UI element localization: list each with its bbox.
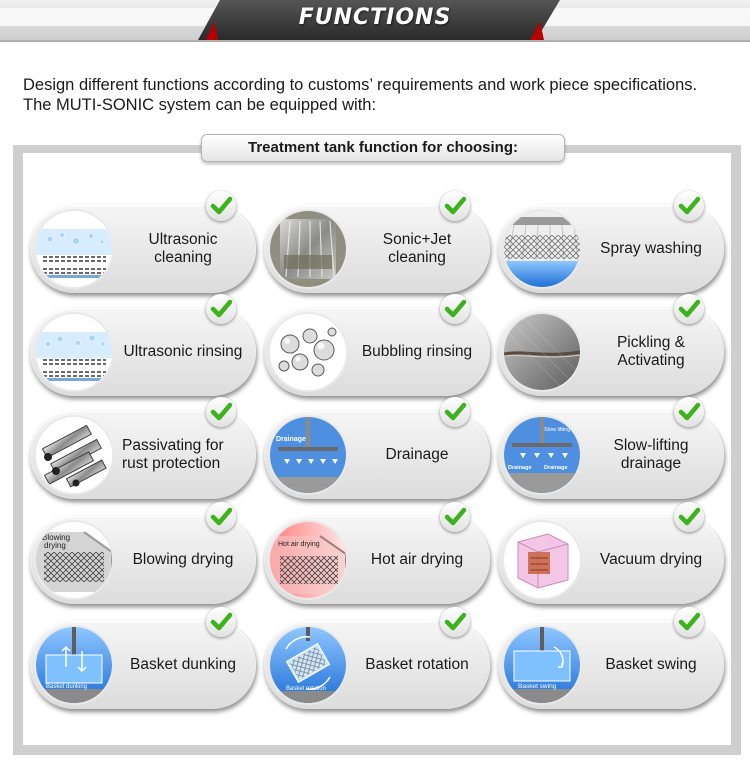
function-label: Basket dunking <box>130 656 236 673</box>
intro-text <box>23 75 733 115</box>
drainage-image <box>270 417 346 493</box>
vacuum-drying-image <box>504 522 580 598</box>
function-label: Slow-lifting drainage <box>613 437 689 472</box>
spray-washing-image <box>504 211 580 287</box>
function-label: Ultrasonic cleaning <box>148 231 218 266</box>
basket-rotation-image-text: Basket rotation <box>286 686 327 692</box>
check-icon <box>674 397 704 427</box>
header-banner <box>0 0 750 48</box>
function-label: Passivating for rust protection <box>122 437 224 472</box>
check-icon <box>440 294 470 324</box>
blowing-image-text-1: Blowing <box>42 533 71 542</box>
basket-swing-image-text: Basket swing <box>518 683 557 690</box>
check-icon <box>440 397 470 427</box>
basket-dunking-image <box>36 627 112 703</box>
slow-lifting-drainage-image <box>504 417 580 493</box>
function-card-pickling-activating <box>498 308 724 396</box>
function-label: Sonic+Jet cleaning <box>382 231 452 266</box>
ultrasonic-cleaning-image <box>36 211 112 287</box>
function-label: Ultrasonic rinsing <box>123 343 243 360</box>
basket-swing-image <box>504 627 580 703</box>
function-label: Basket rotation <box>365 656 469 673</box>
function-label: Spray washing <box>600 240 702 257</box>
blowing-drying-image <box>36 522 112 598</box>
check-icon <box>440 502 470 532</box>
function-card-drainage <box>264 411 490 499</box>
slow-lifting-image-text-2: Drainage <box>508 465 532 471</box>
function-card-hot-air-drying <box>264 516 490 604</box>
ultrasonic-rinsing-image <box>36 314 112 390</box>
bubbling-rinsing-image <box>270 314 346 390</box>
function-label: Pickling & Activating <box>616 334 686 369</box>
function-card-sonic-jet-cleaning <box>264 205 490 293</box>
function-card-spray-washing <box>498 205 724 293</box>
basket-dunking-image-text: Basket dunking <box>46 684 88 690</box>
function-label: Bubbling rinsing <box>361 343 473 360</box>
function-card-bubbling-rinsing <box>264 308 490 396</box>
function-card-slow-lifting-drainage <box>498 411 724 499</box>
function-label: Hot air drying <box>370 551 464 568</box>
check-icon <box>206 191 236 221</box>
function-card-basket-rotation <box>264 621 490 709</box>
check-icon <box>674 191 704 221</box>
function-card-vacuum-drying <box>498 516 724 604</box>
passivating-image <box>36 417 112 493</box>
function-card-ultrasonic-rinsing <box>30 308 256 396</box>
panel-title: Treatment tank function for choosing: <box>201 134 565 162</box>
check-icon <box>206 607 236 637</box>
check-icon <box>440 607 470 637</box>
check-icon <box>674 294 704 324</box>
pickling-activating-image <box>504 314 580 390</box>
function-label: Blowing drying <box>132 551 234 568</box>
function-card-basket-swing <box>498 621 724 709</box>
check-icon <box>206 397 236 427</box>
basket-rotation-image <box>270 627 346 703</box>
function-card-basket-dunking <box>30 621 256 709</box>
sonic-jet-cleaning-image <box>270 211 346 287</box>
check-icon <box>674 607 704 637</box>
function-card-passivating <box>30 411 256 499</box>
drainage-image-text: Drainage <box>276 436 306 443</box>
slow-lifting-image-text-3: Drainage <box>544 465 568 471</box>
slow-lifting-image-text: Slow lifting <box>544 427 571 433</box>
page-title: FUNCTIONS <box>298 5 452 30</box>
blowing-image-text-2: drying <box>44 541 66 550</box>
function-label: Vacuum drying <box>599 551 703 568</box>
function-label: Basket swing <box>605 656 697 673</box>
check-icon <box>206 294 236 324</box>
check-icon <box>674 502 704 532</box>
hot-air-drying-image <box>270 522 346 598</box>
intro-line-2: The MUTI-SONIC system can be equipped with: <box>23 96 377 114</box>
function-card-blowing-drying <box>30 516 256 604</box>
check-icon <box>206 502 236 532</box>
function-label: Drainage <box>385 446 449 463</box>
check-icon <box>440 191 470 221</box>
hot-air-image-text: Hot air drying <box>278 541 320 548</box>
intro-line-1: Design different functions according to customs’ requirements and work piece specifications. <box>23 76 698 94</box>
function-card-ultrasonic-cleaning <box>30 205 256 293</box>
